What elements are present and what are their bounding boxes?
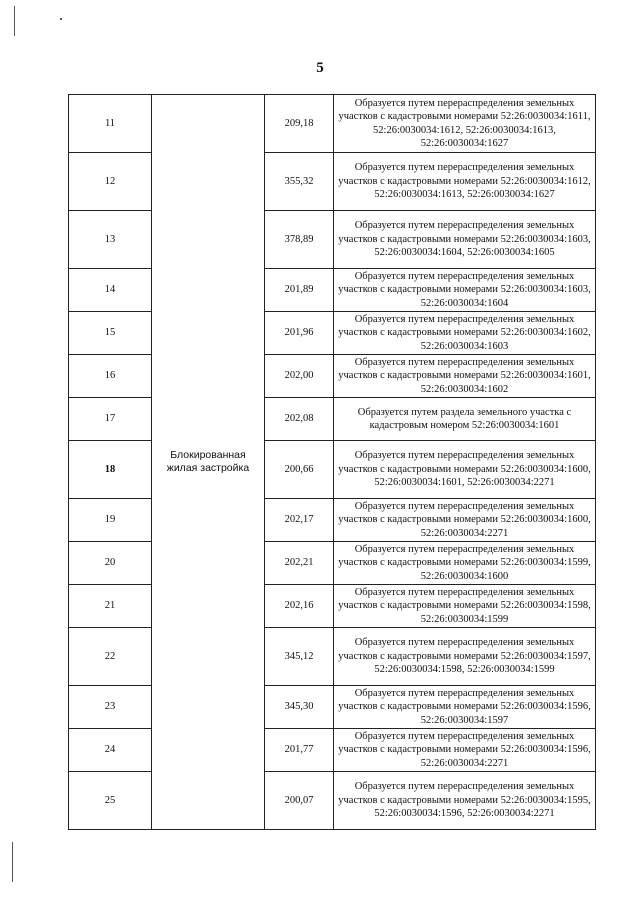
table-row [69,585,596,628]
plot-number-cell: 15 [69,312,152,355]
plot-area-cell: 201,96 [265,312,334,355]
land-plots-table [68,94,596,830]
plot-number-cell: 16 [69,355,152,398]
table-row [69,398,596,441]
scan-margin-mark [14,6,15,36]
plot-area-cell: 202,08 [265,398,334,441]
formation-method-cell: Образуется путем перераспределения земельных участков с кадастровыми номерами 52:26:0030034:1596, 52:26:0030034:1597 [334,686,596,729]
table-row [69,95,596,153]
table-row [69,729,596,772]
table-row [69,772,596,830]
plot-area-cell: 201,89 [265,269,334,312]
plot-number-cell: 24 [69,729,152,772]
plot-area-cell: 345,12 [265,628,334,686]
permitted-use-cell: Блокированная жилая застройка [152,95,265,830]
plot-number-cell: 23 [69,686,152,729]
plot-number-cell: 25 [69,772,152,830]
table-row [69,542,596,585]
plot-number-cell: 13 [69,211,152,269]
table-row [69,499,596,542]
plot-area-cell: 202,00 [265,355,334,398]
plot-area-cell: 202,21 [265,542,334,585]
table-row [69,355,596,398]
scan-margin-mark-bottom [12,842,13,882]
plot-area-cell: 355,32 [265,153,334,211]
plot-area-cell: 209,18 [265,95,334,153]
formation-method-cell: Образуется путем перераспределения земельных участков с кадастровыми номерами 52:26:0030034:1598, 52:26:0030034:1599 [334,585,596,628]
formation-method-cell: Образуется путем перераспределения земельных участков с кадастровыми номерами 52:26:0030034:1599, 52:26:0030034:1600 [334,542,596,585]
table-row [69,269,596,312]
table-row [69,312,596,355]
plot-number-cell: 21 [69,585,152,628]
formation-method-cell: Образуется путем перераспределения земельных участков с кадастровыми номерами 52:26:0030034:1597, 52:26:0030034:1598, 52:26:0030034:1599 [334,628,596,686]
plot-number-cell: 17 [69,398,152,441]
formation-method-cell: Образуется путем перераспределения земельных участков с кадастровыми номерами 52:26:0030034:1600, 52:26:0030034:1601, 52:26:0030034:2271 [334,441,596,499]
formation-method-cell: Образуется путем перераспределения земельных участков с кадастровыми номерами 52:26:0030034:1601, 52:26:0030034:1602 [334,355,596,398]
formation-method-cell: Образуется путем раздела земельного участка с кадастровым номером 52:26:0030034:1601 [334,398,596,441]
formation-method-cell: Образуется путем перераспределения земельных участков с кадастровыми номерами 52:26:0030034:1595, 52:26:0030034:1596, 52:26:0030034:2271 [334,772,596,830]
table-row [69,441,596,499]
plot-number-cell: 20 [69,542,152,585]
land-plots-table-body [69,95,596,830]
formation-method-cell: Образуется путем перераспределения земельных участков с кадастровыми номерами 52:26:0030034:1602, 52:26:0030034:1603 [334,312,596,355]
formation-method-cell: Образуется путем перераспределения земельных участков с кадастровыми номерами 52:26:0030034:1596, 52:26:0030034:2271 [334,729,596,772]
plot-number-cell: 18 [69,441,152,499]
formation-method-cell: Образуется путем перераспределения земельных участков с кадастровыми номерами 52:26:0030034:1603, 52:26:0030034:1604 [334,269,596,312]
formation-method-cell: Образуется путем перераспределения земельных участков с кадастровыми номерами 52:26:0030034:1612, 52:26:0030034:1613, 52:26:0030034:1627 [334,153,596,211]
scan-speck [60,18,62,20]
plot-number-cell: 11 [69,95,152,153]
plot-area-cell: 345,30 [265,686,334,729]
page-number: 5 [316,60,324,76]
plot-number-cell: 22 [69,628,152,686]
table-row [69,211,596,269]
plot-area-cell: 378,89 [265,211,334,269]
plot-number-cell: 14 [69,269,152,312]
table-row [69,686,596,729]
plot-area-cell: 200,07 [265,772,334,830]
table-row [69,153,596,211]
plot-number-cell: 19 [69,499,152,542]
formation-method-cell: Образуется путем перераспределения земельных участков с кадастровыми номерами 52:26:0030034:1603, 52:26:0030034:1604, 52:26:0030034:1605 [334,211,596,269]
plot-area-cell: 202,16 [265,585,334,628]
formation-method-cell: Образуется путем перераспределения земельных участков с кадастровыми номерами 52:26:0030034:1600, 52:26:0030034:2271 [334,499,596,542]
plot-number-cell: 12 [69,153,152,211]
plot-area-cell: 201,77 [265,729,334,772]
formation-method-cell: Образуется путем перераспределения земельных участков с кадастровыми номерами 52:26:0030034:1611, 52:26:0030034:1612, 52:26:0030034:1613, 52:26:0030034:1627 [334,95,596,153]
plot-area-cell: 202,17 [265,499,334,542]
table-row [69,628,596,686]
plot-area-cell: 200,66 [265,441,334,499]
